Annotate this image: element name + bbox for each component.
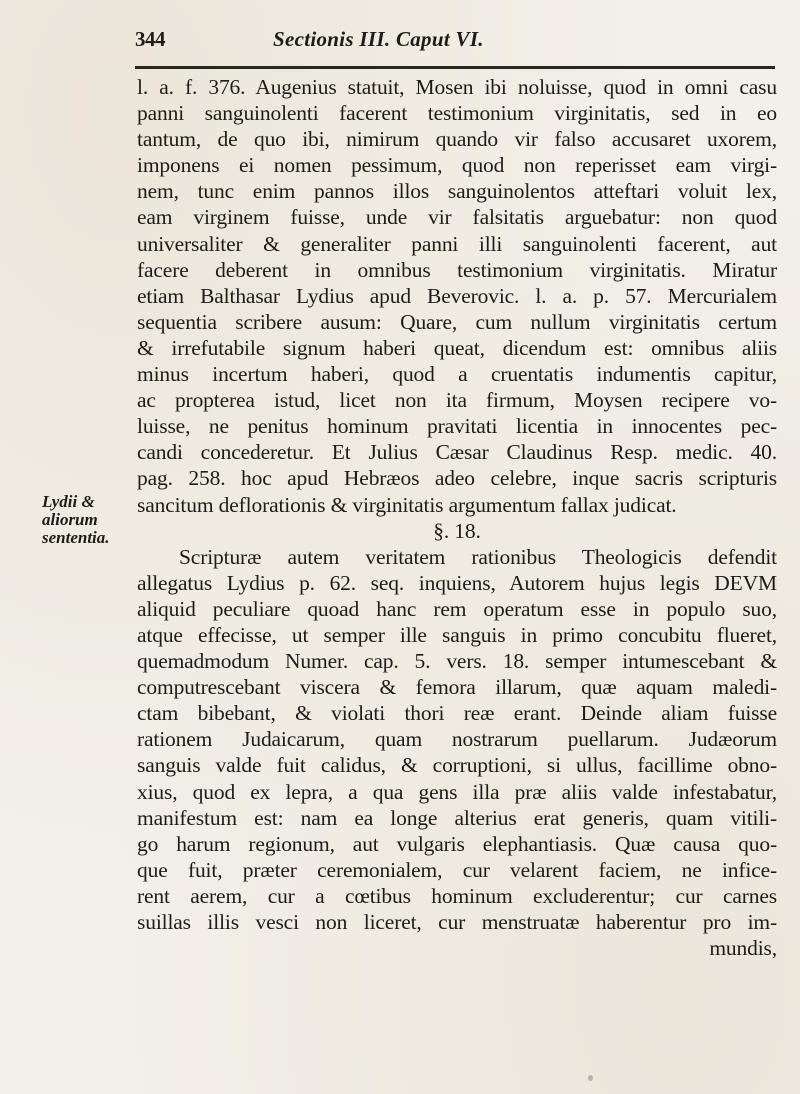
- text-line: imponens ei nomen pessimum, quod non reperisset eam virgi-: [137, 153, 777, 178]
- paper-speck: [588, 1075, 593, 1081]
- text-line: tantum, de quo ibi, nimirum quando vir falso accusaret uxorem,: [137, 127, 777, 152]
- text-line: aliquid peculiare quoad hanc rem operatum esse in populo suo,: [137, 596, 777, 621]
- text-line: ctam bibebant, & violati thori reæ erant. Deinde aliam fuisse: [137, 701, 777, 726]
- text-line: candi concederetur. Et Julius Cæsar Claudinus Resp. medic. 40.: [137, 440, 777, 465]
- text-line: eam virginem fuisse, unde vir falsitatis arguebatur: non quod: [137, 205, 777, 230]
- text-line: etiam Balthasar Lydius apud Beverovic. l. a. p. 57. Mercurialem: [137, 283, 777, 308]
- text-line: luisse, ne penitus hominum pravitati licentia in innocentes pec-: [137, 414, 777, 439]
- text-line: sequentia scribere ausum: Quare, cum nullum virginitatis certum: [137, 309, 777, 334]
- text-line: rationem Judaicarum, quam nostrarum puellarum. Judæorum: [137, 727, 777, 752]
- margin-note-line: aliorum: [42, 510, 98, 529]
- text-line: sanguis valde fuit calidus, & corruptioni, si ullus, facillime obno-: [137, 753, 777, 778]
- text-line: ac propterea istud, licet non ita firmum, Moysen recipere vo-: [137, 388, 777, 413]
- text-line: allegatus Lydius p. 62. seq. inquiens, Autorem hujus legis DEVM: [137, 570, 777, 595]
- text-line: panni sanguinolenti facerent testimonium virginitatis, sed in eo: [137, 101, 777, 126]
- margin-note-line: sententia.: [42, 528, 110, 547]
- page-number: 344: [135, 27, 165, 51]
- text-line: facere deberent in omnibus testimonium virginitatis. Miratur: [137, 257, 777, 282]
- text-line: & irrefutabile signum haberi queat, dicendum est: omnibus aliis: [137, 335, 777, 360]
- text-line: manifestum est: nam ea longe alterius erat generis, quam vitili-: [137, 805, 777, 830]
- text-line: quemadmodum Numer. cap. 5. vers. 18. semper intumescebant &: [137, 649, 777, 674]
- text-line: suillas illis vesci non liceret, cur menstruatæ haberentur pro im-: [137, 910, 777, 934]
- text-line: atque effecisse, ut semper ille sanguis in primo concubitu flueret,: [137, 622, 777, 647]
- header-rule: [135, 66, 775, 69]
- text-line: l. a. f. 376. Augenius statuit, Mosen ibi noluisse, quod in omni casu: [137, 75, 777, 99]
- text-line: computrescebant viscera & femora illarum, quæ aquam maledi-: [137, 675, 777, 700]
- text-line: go harum regionum, aut vulgaris elephantiasis. Quæ causa quo-: [137, 831, 777, 856]
- text-line: Scripturæ autem veritatem rationibus Theologicis defendit: [179, 544, 777, 569]
- catchword: mundis,: [709, 936, 777, 961]
- text-line: nem, tunc enim pannos illos sanguinolentos atteftari voluit lex,: [137, 179, 777, 204]
- text-line: xius, quod ex lepra, a qua gens illa præ aliis valde infestabatur,: [137, 779, 777, 804]
- page-header: [135, 25, 775, 63]
- text-line: rent aerem, cur a cœtibus hominum excluderentur; cur carnes: [137, 883, 777, 908]
- running-head: Sectionis III. Caput VI.: [273, 27, 484, 51]
- text-line: pag. 258. hoc apud Hebræos adeo celebre, inque sacris scripturis: [137, 466, 777, 491]
- text-line: minus incertum haberi, quod a cruentatis indumentis capitur,: [137, 362, 777, 387]
- text-line: universaliter & generaliter panni illi sanguinolenti facerent, aut: [137, 231, 777, 256]
- body-text: [137, 74, 777, 961]
- margin-note-line: Lydii &: [42, 492, 95, 511]
- section-number: §. 18.: [433, 518, 481, 543]
- text-line: que fuit, præter ceremonialem, cur velarent faciem, ne infice-: [137, 857, 777, 882]
- margin-note: [42, 493, 122, 547]
- text-line: sancitum deflorationis & virginitatis argumentum fallax judicat.: [137, 492, 677, 517]
